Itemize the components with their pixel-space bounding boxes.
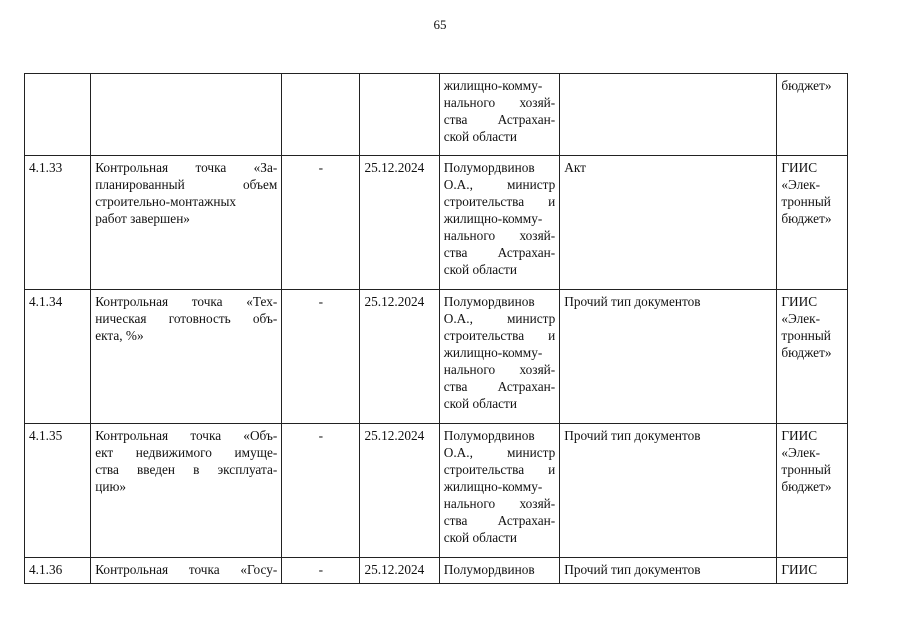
- table-row: [25, 424, 848, 558]
- responsible-line: Полумордвинов: [443, 160, 535, 175]
- responsible-line: Полумордвинов: [443, 562, 535, 577]
- system-line: ГИИС: [781, 160, 818, 175]
- system-line: «Элек-: [781, 177, 821, 192]
- cell-responsible: [439, 424, 560, 558]
- cell-number: 4.1.34: [25, 290, 91, 424]
- page-number: 65: [433, 17, 447, 32]
- cell-responsible: [439, 74, 560, 156]
- cell-name: [91, 156, 282, 290]
- responsible-line: жилищно-комму-: [443, 211, 543, 226]
- responsible-line: ства Астрахан-: [443, 513, 556, 528]
- name-line: ект недвижимого имуще-: [95, 445, 278, 460]
- responsible-line: нального хозяй-: [443, 496, 556, 511]
- responsible-line: строительства и: [443, 328, 556, 343]
- responsible-line: ской области: [443, 396, 517, 411]
- name-line: ства введен в эксплуата-: [95, 462, 278, 477]
- responsible-line: ской области: [443, 262, 517, 277]
- system-line: «Элек-: [781, 445, 821, 460]
- responsible-line: ства Астрахан-: [443, 112, 556, 127]
- cell-document-type: Прочий тип документов: [560, 558, 777, 584]
- cell-number: 4.1.35: [25, 424, 91, 558]
- system-line: тронный: [781, 328, 831, 343]
- cell-date: 25.12.2024: [360, 558, 439, 584]
- system-line: ГИИС: [781, 294, 818, 309]
- cell-system: [777, 156, 848, 290]
- responsible-line: ства Астрахан-: [443, 245, 556, 260]
- table-row: [25, 558, 848, 584]
- control-points-table: [24, 73, 848, 584]
- responsible-line: ской области: [443, 129, 517, 144]
- cell-dash: -: [282, 290, 360, 424]
- cell-date: [360, 74, 439, 156]
- responsible-line: нального хозяй-: [443, 95, 556, 110]
- system-line: бюджет»: [781, 345, 832, 360]
- name-line: Контрольная точка «Госу-: [95, 562, 278, 577]
- cell-document-type: Прочий тип документов: [560, 290, 777, 424]
- responsible-line: О.А., министр: [443, 177, 556, 192]
- system-line: тронный: [781, 194, 831, 209]
- name-line: Контрольная точка «За-: [95, 160, 278, 175]
- system-line: бюджет»: [781, 479, 832, 494]
- name-line: планированный объем: [95, 177, 278, 192]
- responsible-line: жилищно-комму-: [443, 78, 543, 93]
- responsible-line: жилищно-комму-: [443, 479, 543, 494]
- responsible-line: ства Астрахан-: [443, 379, 556, 394]
- cell-name: [91, 290, 282, 424]
- cell-document-type: Акт: [560, 156, 777, 290]
- responsible-line: строительства и: [443, 194, 556, 209]
- responsible-line: нального хозяй-: [443, 228, 556, 243]
- cell-responsible: [439, 290, 560, 424]
- responsible-line: О.А., министр: [443, 445, 556, 460]
- cell-date: 25.12.2024: [360, 424, 439, 558]
- responsible-line: жилищно-комму-: [443, 345, 543, 360]
- cell-date: 25.12.2024: [360, 156, 439, 290]
- cell-dash: -: [282, 558, 360, 584]
- responsible-line: Полумордвинов: [443, 428, 535, 443]
- cell-name: [91, 74, 282, 156]
- system-line: тронный: [781, 462, 831, 477]
- name-line: Контрольная точка «Тех-: [95, 294, 278, 309]
- cell-system: [777, 424, 848, 558]
- responsible-line: О.А., министр: [443, 311, 556, 326]
- cell-dash: -: [282, 156, 360, 290]
- responsible-line: ской области: [443, 530, 517, 545]
- cell-responsible: [439, 558, 560, 584]
- cell-name: [91, 424, 282, 558]
- cell-responsible: [439, 156, 560, 290]
- system-line: ГИИС: [781, 562, 818, 577]
- system-line: бюджет»: [781, 211, 832, 226]
- cell-number: 4.1.36: [25, 558, 91, 584]
- name-line: цию»: [95, 479, 127, 494]
- cell-document-type: [560, 74, 777, 156]
- name-line: ническая готовность объ-: [95, 311, 278, 326]
- cell-name: [91, 558, 282, 584]
- cell-document-type: Прочий тип документов: [560, 424, 777, 558]
- cell-system: [777, 558, 848, 584]
- name-line: екта, %»: [95, 328, 144, 343]
- table-row-continuation: [25, 74, 848, 156]
- cell-dash: [282, 74, 360, 156]
- system-line: ГИИС: [781, 428, 818, 443]
- cell-system: [777, 74, 848, 156]
- responsible-line: нального хозяй-: [443, 362, 556, 377]
- cell-date: 25.12.2024: [360, 290, 439, 424]
- cell-number: [25, 74, 91, 156]
- name-line: строительно-монтажных: [95, 194, 237, 209]
- table-row: [25, 290, 848, 424]
- cell-system: [777, 290, 848, 424]
- table-row: [25, 156, 848, 290]
- responsible-line: Полумордвинов: [443, 294, 535, 309]
- name-line: Контрольная точка «Объ-: [95, 428, 278, 443]
- cell-number: 4.1.33: [25, 156, 91, 290]
- cell-dash: -: [282, 424, 360, 558]
- system-line: бюджет»: [781, 78, 832, 93]
- system-line: «Элек-: [781, 311, 821, 326]
- responsible-line: строительства и: [443, 462, 556, 477]
- name-line: работ завершен»: [95, 211, 190, 226]
